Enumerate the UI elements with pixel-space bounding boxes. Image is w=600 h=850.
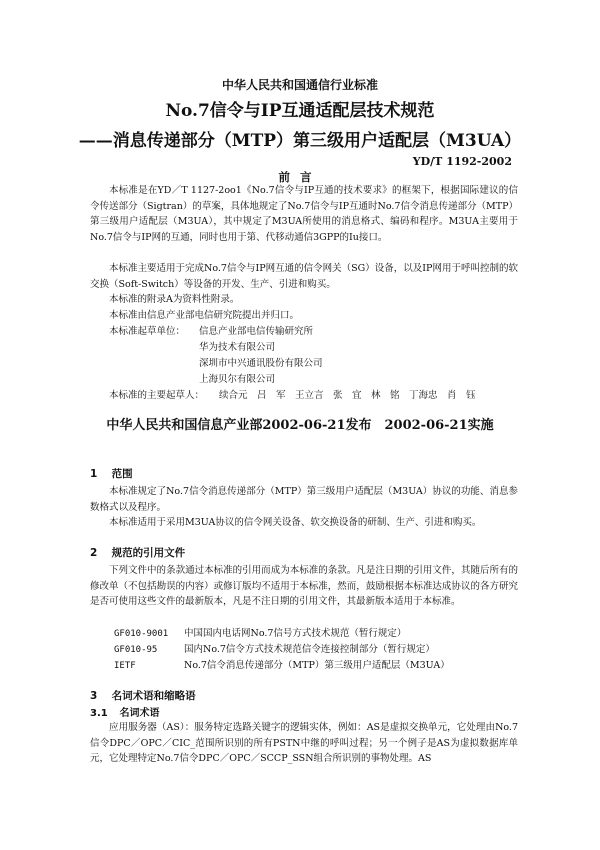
- section-number: 2: [90, 547, 98, 559]
- reference-code: IETF: [114, 661, 136, 671]
- reference-title: 国内No.7信令方式技术规范信令连接控制部分（暂行规定）: [184, 644, 435, 655]
- section-3-1-paragraph-1: 应用服务器（AS）：服务特定选路关键字的逻辑实体，例如：AS是虚拟交换单元，它处理由No.7信令DPC／OPC／CIC_范围所识别的所有PSTN中继的呼叫过程；另一个例子是AS为虚拟数据库单元，它处理特定No.7信令DPC／OPC／SCCP_SSN组合所识别的事物处理。AS: [90, 722, 518, 764]
- section-number: 1: [90, 468, 98, 480]
- section-3-1-heading: [90, 704, 159, 719]
- preface-paragraph-4: 本标准由信息产业部电信研究院提出并归口。: [109, 310, 300, 321]
- reference-title: 中国国内电话网No.7信号方式技术规范（暂行规定）: [184, 628, 407, 639]
- section-1-paragraph-1: 本标准规定了No.7信令消息传递部分（MTP）第三级用户适配层（M3UA）协议的功能、消息参数格式以及程序。: [90, 486, 518, 513]
- subsection-number: 3.1: [90, 708, 108, 719]
- section-title: 名词术语和缩略语: [111, 690, 196, 702]
- drafting-unit: 深圳市中兴通讯股份有限公司: [199, 358, 323, 369]
- section-2-heading: [90, 545, 185, 560]
- reference-item: [114, 658, 450, 674]
- section-number: 3: [90, 690, 98, 702]
- section-2-paragraph-1: 下列文件中的条款通过本标准的引用而成为本标准的条款。凡是注日期的引用文件，其随后所有的修改单（不包括勘误的内容）或修订版均不适用于本标准，然而，鼓励根据本标准达成协议的各方研究是否可使用这些文件的最新版本，凡是不注日期的引用文件，其最新版本适用于本标准。: [90, 565, 518, 607]
- document-title: No.7信令与IP互通适配层技术规范: [165, 101, 435, 121]
- document-code: YD/T 1192-2002: [412, 155, 512, 168]
- preface-paragraph-2: 本标准主要适用于完成No.7信令与IP网互通的信令网关（SG）设备，以及IP网用于呼叫控制的软交换（Soft-Switch）等设备的开发、生产、引进和购买。: [90, 263, 518, 290]
- reference-code: GF010-9001: [114, 629, 169, 639]
- reference-item: [114, 626, 406, 642]
- document-subtitle: ——消息传递部分（MTP）第三级用户适配层（M3UA）: [78, 131, 522, 151]
- standard-label: 中华人民共和国通信行业标准: [221, 78, 378, 92]
- publish-line: 中华人民共和国信息产业部2002-06-21发布 2002-06-21实施: [106, 418, 494, 433]
- preface-paragraph-1: 本标准是在YD／T 1127-2oo1《No.7信令与IP互通的技术要求》的框架下，根据国际建议的信令传送部分（Sigtran）的草案，具体地规定了No.7信令与IP互通时No.7信令消息传递部分（MTP）第三级用户适配层（M3UA），其中规定了M3UA所使用的消息格式、编码和程序。M3UA主要用于No.7信令与IP网的互通，同时也用于第、代移动通信3GPP的Iu接口。: [90, 185, 518, 243]
- section-title: 范围: [111, 468, 133, 480]
- reference-item: [114, 642, 435, 658]
- subsection-title: 名词术语: [119, 708, 160, 719]
- reference-title: No.7信令消息传递部分（MTP）第三级用户适配层（M3UA）: [184, 660, 450, 671]
- section-1-heading: [90, 466, 133, 481]
- section-3-heading: [90, 688, 196, 703]
- drafting-unit: 上海贝尔有限公司: [199, 374, 276, 385]
- reference-code: GF010-95: [114, 645, 158, 655]
- section-title: 规范的引用文件: [111, 547, 186, 559]
- drafting-unit: 华为技术有限公司: [199, 342, 276, 353]
- section-1-paragraph-2: 本标准适用于采用M3UA协议的信令网关设备、软交换设备的研制、生产、引进和购买。: [109, 517, 482, 528]
- drafters-label: 本标准的主要起草人：: [109, 390, 205, 401]
- preface-paragraph-3: 本标准的附录A为资料性附录。: [109, 294, 240, 305]
- drafting-units-label: 本标准起草单位：: [109, 326, 186, 337]
- drafting-unit: 信息产业部电信传输研究所: [199, 326, 314, 337]
- preface-heading: 前言: [278, 170, 322, 184]
- drafters-list: 续合元 吕 军 王立言 张 宜 林 铭 丁海忠 肖 钰: [219, 390, 476, 401]
